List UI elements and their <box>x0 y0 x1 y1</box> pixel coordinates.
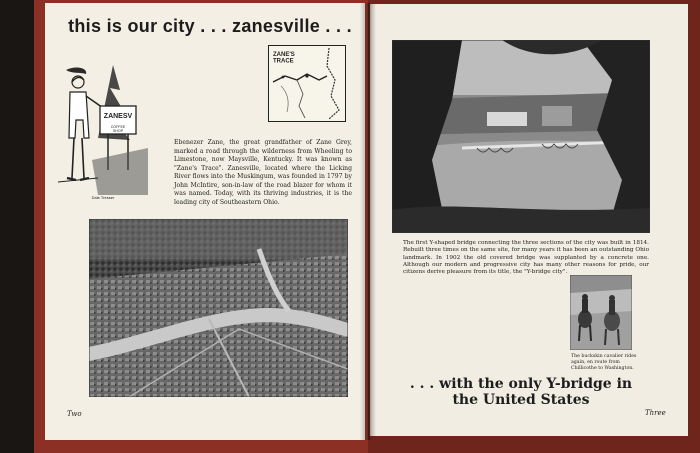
sketch-sign-subtext: COFFEE SHOP <box>110 125 126 133</box>
book-gutter <box>360 3 376 440</box>
bridge-caption: The first Y-shaped bridge connecting the three sections of the city was built in 1814. Rebuilt three times on the same site, for many years it has been an outstanding Ohio landmark. In 1902 the old covered bridge was supplanted by a concrete one. Although our modern and progressive city has many other reasons for pride, our citizens derive pleasure from its title, the "Y-bridge city". <box>403 240 649 276</box>
sketch-credit: Dale Tresser <box>91 195 115 200</box>
riders-caption: The buckskin cavalier rides again, en route from Chillicothe to Washington. <box>571 354 637 371</box>
y-bridge-photo <box>392 40 650 233</box>
sketch-sign-text: ZANESV <box>103 113 133 120</box>
man-at-sign-sketch <box>58 60 148 200</box>
map-label: ZANE'S TRACE <box>273 52 295 65</box>
buckskin-riders-photo <box>570 275 632 350</box>
intro-paragraph: Ebenezer Zane, the great grandfather of Zane Grey, marked a road through the wilderness from Wheeling to Limestone, now Maysville, Kentucky. It was known as "Zane's Trace". Zanesville, located where the Licking River flows into the Muskingum, was founded in 1797 by John McIntire, son-in-law of the road blazer for whom it was named. Today, with its thriving industries, it is the leading city of Southeastern Ohio. <box>174 139 352 206</box>
left-page-headline: this is our city . . . zanesville . . . <box>68 16 352 36</box>
zanes-trace-map <box>268 45 346 122</box>
aerial-city-photo <box>89 219 348 397</box>
right-page-headline: . . . with the only Y-bridge in the United States <box>409 376 633 408</box>
right-page-number: Three <box>645 409 666 417</box>
left-page-number: Two <box>67 410 82 418</box>
